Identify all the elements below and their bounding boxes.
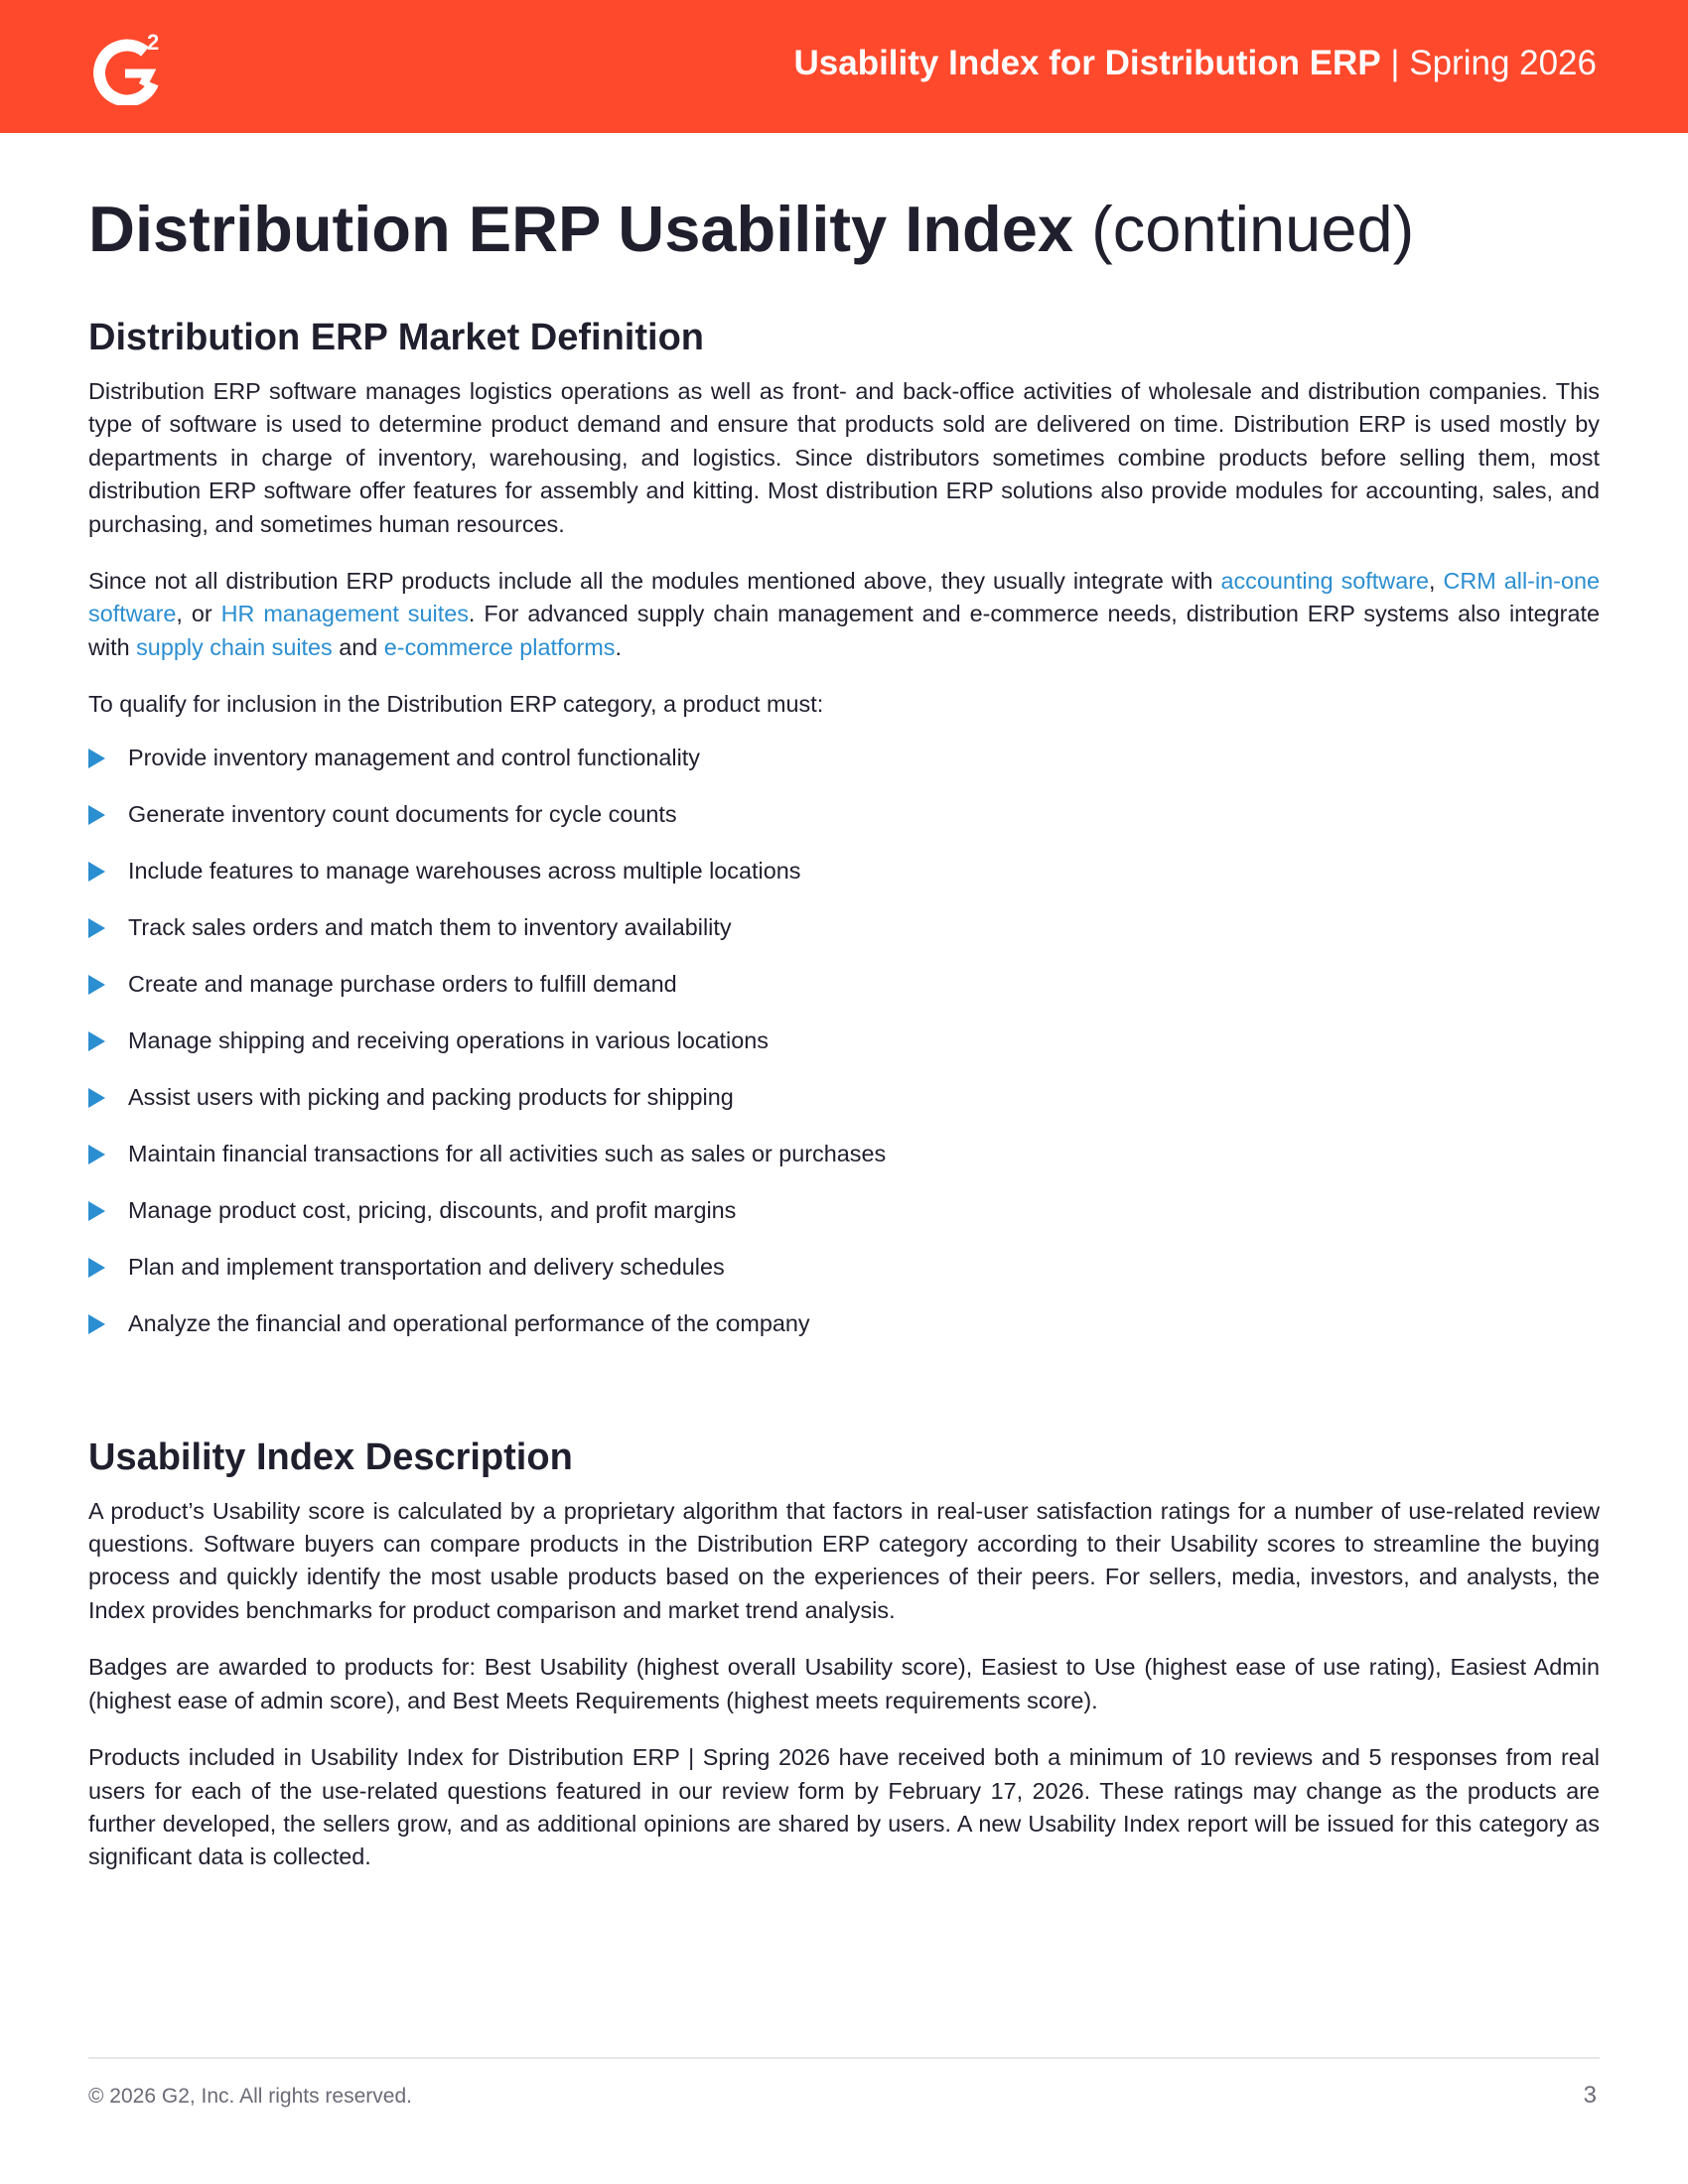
footer-divider: [88, 2057, 1600, 2059]
report-season: Spring 2026: [1409, 44, 1597, 82]
market-definition-paragraph: Distribution ERP software manages logistics operations as well as front- and back-office activities of wholesale and distribution companies. This type of software is used to determine product demand and ensure that products sold are delivered on time. Distribution ERP is used mostly by departments in charge of inventory, warehousing, and logistics. Since distributors sometimes combine products before selling them, most distribution ERP software offer features for assembly and kitting. Most distribution ERP solutions also provide modules for accounting, sales, and purchasing, and sometimes human resources.: [88, 378, 1600, 537]
criteria-text: Maintain financial transactions for all activities such as sales or purchases: [128, 1140, 887, 1166]
criteria-text: Manage product cost, pricing, discounts, and profit margins: [128, 1196, 737, 1223]
market-definition-heading: Distribution ERP Market Definition: [88, 317, 705, 358]
integration-text: .: [615, 633, 622, 660]
criteria-text: Plan and implement transportation and delivery schedules: [128, 1253, 725, 1280]
criteria-item: [88, 968, 1600, 1024]
criteria-text: Manage shipping and receiving operations in various locations: [128, 1026, 769, 1053]
criteria-text: Create and manage purchase orders to fulfill demand: [128, 970, 677, 997]
badges-paragraph: Badges are awarded to products for: Best Usability (highest overall Usability score), Easiest to Use (highest ease of use rating), Easiest Admin (highest ease of admin score), and Best Meets Requirements (highest meets requirements score).: [88, 1654, 1600, 1713]
triangle-bullet-icon: [88, 975, 105, 995]
criteria-text: Assist users with picking and packing products for shipping: [128, 1083, 734, 1110]
triangle-bullet-icon: [88, 1088, 105, 1108]
triangle-bullet-icon: [88, 749, 105, 768]
triangle-bullet-icon: [88, 1258, 105, 1278]
integration-text: Since not all distribution ERP products include all the modules mentioned above, they usually integrate with: [88, 568, 1221, 595]
criteria-item: [88, 1138, 1600, 1194]
criteria-text: Track sales orders and match them to inventory availability: [128, 913, 732, 940]
page-title-suffix: (continued): [1091, 193, 1415, 265]
criteria-text: Include features to manage warehouses across multiple locations: [128, 857, 801, 884]
criteria-item: [88, 1081, 1600, 1138]
criteria-item: [88, 742, 1600, 798]
header-banner: [0, 0, 1688, 133]
criteria-item: [88, 1307, 1600, 1364]
supply-chain-suites-link[interactable]: supply chain suites: [136, 633, 333, 660]
criteria-text: Provide inventory management and control functionality: [128, 744, 700, 770]
triangle-bullet-icon: [88, 1031, 105, 1051]
ecommerce-platforms-link[interactable]: e-commerce platforms: [383, 633, 616, 660]
integration-text: . For advanced supply chain management and e-commerce needs, distribution ERP systems also integrate with: [88, 601, 1600, 660]
report-title: [794, 44, 1598, 83]
copyright-notice: © 2026 G2, Inc. All rights reserved.: [88, 2085, 412, 2108]
criteria-item: [88, 855, 1600, 911]
integration-text: , or: [176, 601, 221, 627]
integration-text: ,: [1429, 568, 1444, 595]
hr-management-suites-link[interactable]: HR management suites: [220, 601, 469, 627]
qualification-intro: To qualify for inclusion in the Distribution ERP category, a product must:: [88, 691, 824, 718]
criteria-item: [88, 798, 1600, 855]
logo-superscript: 2: [147, 30, 160, 55]
criteria-text: Analyze the financial and operational performance of the company: [128, 1309, 810, 1336]
page-title-main: Distribution ERP Usability Index: [88, 193, 1074, 265]
accounting-software-link[interactable]: accounting software: [1220, 568, 1430, 595]
criteria-item: [88, 1194, 1600, 1251]
page-title: [88, 189, 1600, 270]
criteria-text: Generate inventory count documents for cycle counts: [128, 800, 677, 827]
criteria-item: [88, 911, 1600, 968]
g2-logo-icon: [87, 30, 173, 105]
report-title-name: Usability Index for Distribution ERP: [793, 44, 1381, 82]
criteria-item: [88, 1024, 1600, 1081]
triangle-bullet-icon: [88, 805, 105, 825]
page-content: [88, 189, 1600, 1874]
integration-paragraph: [88, 565, 1600, 664]
triangle-bullet-icon: [88, 1314, 105, 1334]
triangle-bullet-icon: [88, 1201, 105, 1221]
crm-all-in-one-link[interactable]: CRM all-in-one software: [88, 568, 1600, 627]
integration-text: and: [332, 633, 384, 660]
inclusion-paragraph: Products included in Usability Index for Distribution ERP | Spring 2026 have received both a minimum of 10 reviews and 5 responses from real users for each of the use-related questions featured in our review form by February 17, 2026. These ratings may change as the products are further developed, the sellers grow, and as additional opinions are shared by users. A new Usability Index report will be issued for this category as significant data is collected.: [88, 1744, 1600, 1870]
report-title-separator: |: [1390, 44, 1400, 82]
criteria-item: [88, 1251, 1600, 1307]
triangle-bullet-icon: [88, 918, 105, 938]
usability-description-heading: Usability Index Description: [88, 1435, 573, 1478]
usability-score-paragraph: A product’s Usability score is calculated by a proprietary algorithm that factors in real-user satisfaction ratings for a number of use-related review questions. Software buyers can compare products in the Distribution ERP category according to their Usability scores to streamline the buying process and quickly identify the most usable products based on the experiences of their peers. For sellers, media, investors, and analysts, the Index provides benchmarks for product comparison and market trend analysis.: [88, 1497, 1600, 1623]
qualification-criteria-list: [88, 742, 1600, 1364]
triangle-bullet-icon: [88, 1145, 105, 1164]
triangle-bullet-icon: [88, 862, 105, 882]
page-number: 3: [1583, 2082, 1597, 2109]
